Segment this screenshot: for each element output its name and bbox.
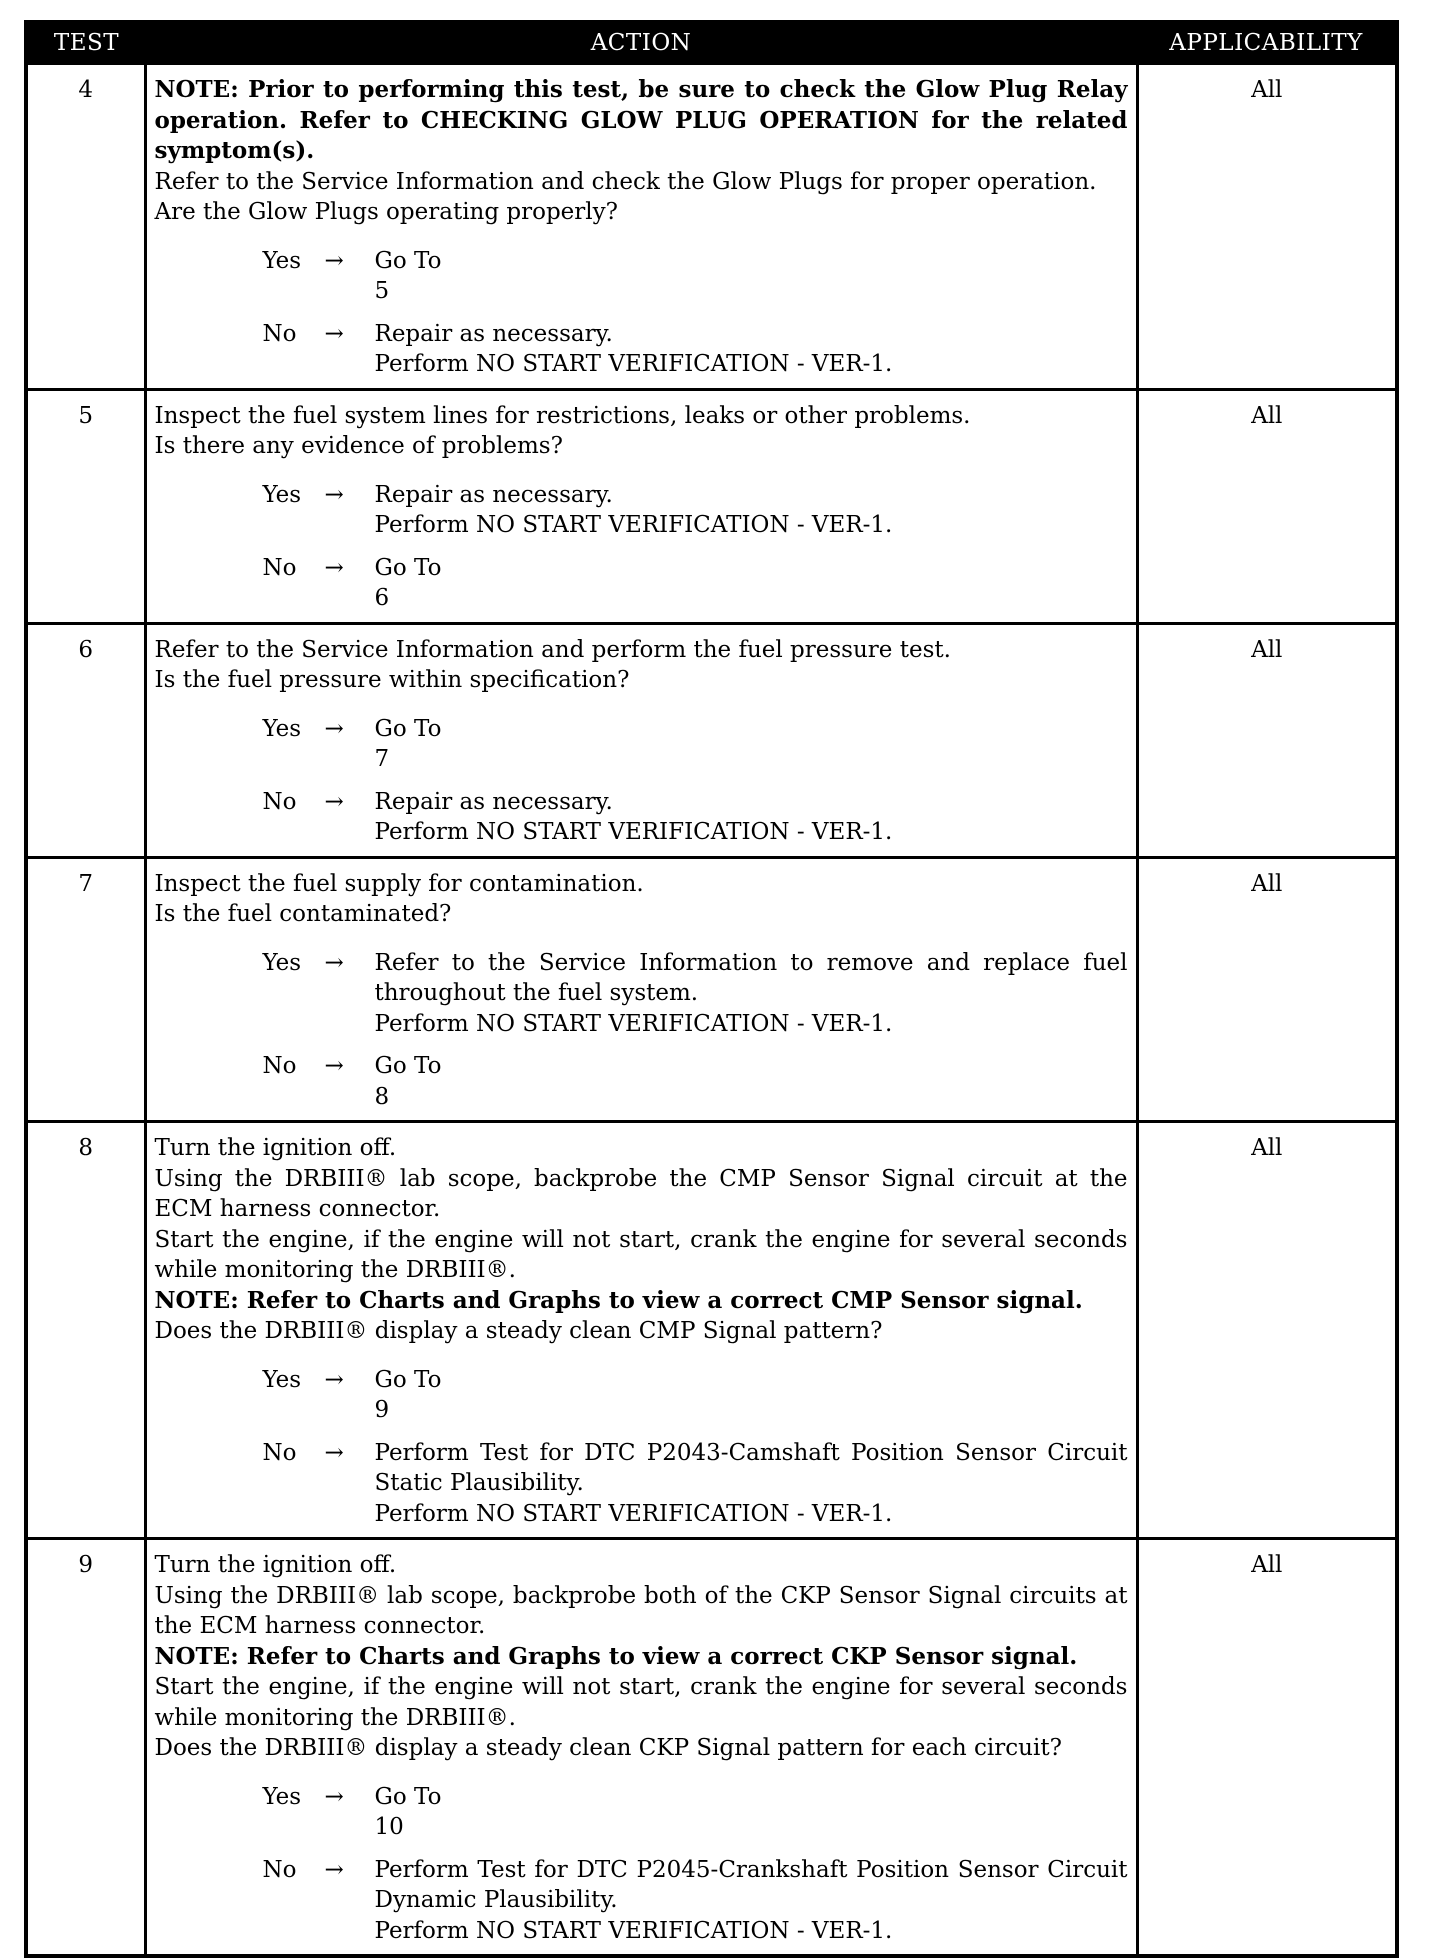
arrow-right-icon: → (324, 554, 344, 581)
arrow-right-icon: → (324, 1783, 344, 1810)
header-test: TEST (26, 22, 145, 64)
action-cell (145, 1539, 1137, 1957)
answer-yes (155, 480, 1128, 541)
answer-label: Yes (262, 481, 302, 508)
table-row (26, 623, 1397, 857)
goto-label: Go To (374, 1366, 442, 1393)
answer-list (155, 948, 1128, 1113)
answer-yes (155, 1782, 1128, 1843)
table-row (26, 389, 1397, 623)
instruction-text: Using the DRBIII® lab scope, backprobe the CMP Sensor Signal circuit at the ECM harness connector. (154, 1165, 1128, 1222)
answer-label: No (262, 788, 297, 815)
test-number: 8 (26, 1122, 145, 1539)
table-row (26, 1539, 1397, 1957)
instruction-text: Turn the ignition off. (154, 1552, 397, 1578)
instruction-text: Does the DRBIII® display a steady clean CKP Signal pattern for each circuit? (154, 1735, 1062, 1761)
answer-yes (155, 1365, 1128, 1426)
answer-result (375, 948, 1128, 1040)
arrow-right-icon: → (324, 1053, 344, 1079)
answer-label: No (262, 1856, 297, 1883)
test-number: 6 (26, 623, 145, 857)
instruction-text: Is there any evidence of problems? (154, 433, 563, 459)
answer-result (375, 553, 1128, 614)
instruction-text: Inspect the fuel supply for contamination. (154, 870, 644, 897)
result-text: Repair as necessary. (374, 320, 613, 347)
instruction-text: Is the fuel pressure within specification? (154, 667, 630, 693)
answer-label: No (262, 320, 297, 347)
table-row (26, 857, 1397, 1122)
answer-yes (155, 246, 1128, 307)
answer-list (155, 714, 1128, 848)
arrow-right-icon: → (324, 247, 344, 274)
answer-label: No (262, 1439, 297, 1466)
applicability-value: All (1137, 623, 1397, 857)
table-row (26, 64, 1397, 390)
applicability-value: All (1137, 1122, 1397, 1539)
answer-no (155, 1438, 1128, 1530)
goto-test-number: 9 (374, 1397, 390, 1423)
instruction-text: Using the DRBIII® lab scope, backprobe both of the CKP Sensor Signal circuits at the ECM harness connector. (154, 1582, 1128, 1639)
arrow-right-icon: → (324, 788, 344, 815)
instruction-text: Refer to the Service Information and perform the fuel pressure test. (154, 636, 951, 663)
instruction-text: Turn the ignition off. (154, 1135, 397, 1161)
header-action: ACTION (145, 22, 1137, 64)
answer-label: Yes (262, 1366, 302, 1393)
answer-list (155, 480, 1128, 614)
result-text: Perform NO START VERIFICATION - VER-1. (374, 1010, 893, 1037)
table-header-row (26, 22, 1397, 64)
applicability-value: All (1137, 857, 1397, 1122)
arrow-right-icon: → (324, 1439, 344, 1466)
result-text: Perform NO START VERIFICATION - VER-1. (374, 819, 893, 845)
note-text: NOTE: Prior to performing this test, be sure to check the Glow Plug Relay operation. Refer to CHECKING GLOW PLUG OPERATION for the related symptom(s). (154, 76, 1128, 164)
answer-yes (155, 948, 1128, 1040)
answer-label: Yes (262, 1783, 302, 1810)
goto-label: Go To (374, 715, 442, 742)
answer-result (375, 1782, 1128, 1843)
applicability-value: All (1137, 64, 1397, 390)
goto-test-number: 10 (374, 1814, 404, 1840)
arrow-right-icon: → (324, 320, 344, 347)
answer-yes (155, 714, 1128, 775)
instruction-text: Are the Glow Plugs operating properly? (154, 199, 618, 225)
arrow-right-icon: → (324, 481, 344, 508)
result-text: Perform NO START VERIFICATION - VER-1. (374, 351, 893, 377)
answer-list (155, 246, 1128, 380)
instruction-text: Inspect the fuel system lines for restrictions, leaks or other problems. (154, 402, 971, 429)
answer-result (375, 246, 1128, 307)
result-text: Perform NO START VERIFICATION - VER-1. (374, 1500, 893, 1527)
instruction-text: Is the fuel contaminated? (154, 901, 452, 927)
test-number: 4 (26, 64, 145, 390)
goto-test-number: 7 (374, 746, 390, 772)
arrow-right-icon: → (324, 1366, 344, 1393)
answer-result (375, 1051, 1128, 1112)
table-row (26, 1122, 1397, 1539)
instruction-text: Start the engine, if the engine will not start, crank the engine for several seconds while monitoring the DRBIII®. (154, 1674, 1128, 1731)
answer-result (375, 319, 1128, 380)
instruction-text: Does the DRBIII® display a steady clean CMP Signal pattern? (154, 1318, 883, 1344)
answer-no (155, 787, 1128, 848)
goto-label: Go To (374, 247, 442, 274)
goto-test-number: 5 (374, 278, 390, 304)
header-applicability: APPLICABILITY (1137, 22, 1397, 64)
action-cell (145, 389, 1137, 623)
action-cell (145, 64, 1137, 390)
answer-label: No (262, 554, 297, 581)
answer-result (375, 480, 1128, 541)
answer-label: Yes (262, 715, 302, 742)
answer-result (375, 1855, 1128, 1947)
answer-no (155, 319, 1128, 380)
answer-label: Yes (262, 949, 302, 976)
answer-label: No (262, 1053, 297, 1079)
instruction-text: Start the engine, if the engine will not start, crank the engine for several seconds while monitoring the DRBIII®. (154, 1226, 1128, 1283)
result-text: Refer to the Service Information to remove and replace fuel throughout the fuel system. (374, 949, 1128, 1006)
instruction-text: Refer to the Service Information and check the Glow Plugs for proper operation. (154, 168, 1097, 195)
answer-result (375, 714, 1128, 775)
result-text: Perform Test for DTC P2043-Camshaft Position Sensor Circuit Static Plausibility. (374, 1439, 1128, 1496)
result-text: Repair as necessary. (374, 788, 613, 815)
test-number: 9 (26, 1539, 145, 1957)
result-text: Repair as necessary. (374, 481, 613, 508)
arrow-right-icon: → (324, 949, 344, 976)
diagnostic-procedure-table (24, 20, 1399, 1958)
action-cell (145, 623, 1137, 857)
goto-label: Go To (374, 1053, 442, 1079)
answer-no (155, 553, 1128, 614)
test-number: 7 (26, 857, 145, 1122)
result-text: Perform NO START VERIFICATION - VER-1. (374, 512, 893, 538)
goto-test-number: 6 (374, 585, 390, 611)
goto-test-number: 8 (374, 1083, 390, 1110)
answer-result (375, 1365, 1128, 1426)
applicability-value: All (1137, 389, 1397, 623)
answer-no (155, 1855, 1128, 1947)
action-cell (145, 857, 1137, 1122)
result-text: Perform NO START VERIFICATION - VER-1. (374, 1917, 893, 1944)
goto-label: Go To (374, 554, 442, 581)
answer-list (155, 1782, 1128, 1947)
goto-label: Go To (374, 1783, 442, 1810)
answer-list (155, 1365, 1128, 1530)
arrow-right-icon: → (324, 715, 344, 742)
note-text: NOTE: Refer to Charts and Graphs to view a correct CMP Sensor signal. (154, 1286, 1083, 1314)
applicability-value: All (1137, 1539, 1397, 1957)
answer-no (155, 1051, 1128, 1112)
table-body (26, 64, 1397, 1957)
answer-result (375, 1438, 1128, 1530)
note-text: NOTE: Refer to Charts and Graphs to view a correct CKP Sensor signal. (154, 1642, 1078, 1670)
arrow-right-icon: → (324, 1856, 344, 1883)
answer-label: Yes (262, 247, 302, 274)
answer-result (375, 787, 1128, 848)
action-cell (145, 1122, 1137, 1539)
test-number: 5 (26, 389, 145, 623)
result-text: Perform Test for DTC P2045-Crankshaft Position Sensor Circuit Dynamic Plausibility. (374, 1856, 1128, 1913)
